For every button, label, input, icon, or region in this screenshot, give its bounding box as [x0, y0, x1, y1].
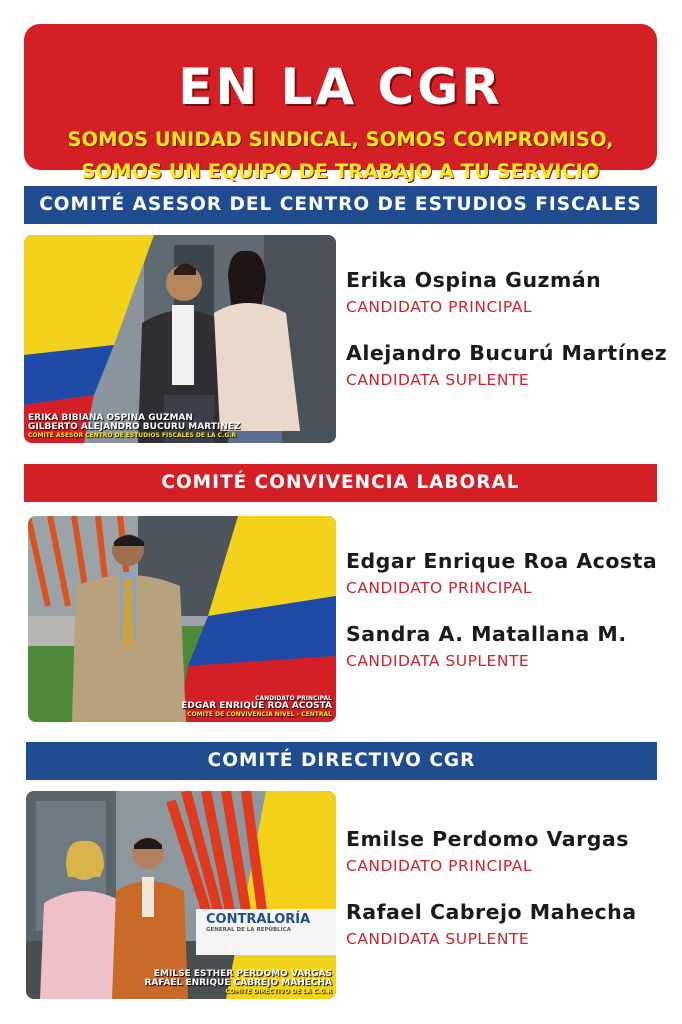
candidate-name: Rafael Cabrejo Mahecha [346, 900, 637, 924]
candidate-name: Sandra A. Matallana M. [346, 622, 627, 646]
contraloria-sign [206, 913, 310, 934]
candidate-suplente [346, 343, 667, 388]
candidate-principal [346, 829, 629, 874]
header-banner [24, 24, 657, 183]
candidate-name: Edgar Enrique Roa Acosta [346, 549, 658, 573]
caption-line-1: EMILSE ESTHER PERDOMO VARGAS [153, 968, 332, 979]
candidate-name: Emilse Perdomo Vargas [346, 827, 629, 851]
section-title-estudios-fiscales: COMITÉ ASESOR DEL CENTRO DE ESTUDIOS FISCALES [24, 186, 657, 224]
caption-sub: COMITÉ ASESOR CENTRO DE ESTUDIOS FISCALES DE LA C.G.R [28, 431, 237, 439]
candidates-photo-directivo-cgr [26, 791, 336, 999]
caption-sub: COMITE DIRECTIVO DE LA C.G.R [225, 987, 332, 995]
candidate-name: Alejandro Bucurú Martínez [346, 341, 668, 365]
candidate-role: CANDIDATA SUPLENTE [346, 370, 530, 389]
caption-line-2: GILBERTO ALEJANDRO BUCURU MARTINEZ [28, 422, 241, 433]
page-title: EN LA CGR [178, 58, 503, 116]
subtitle-line-1: SOMOS UNIDAD SINDICAL, SOMOS COMPROMISO, [67, 128, 614, 151]
candidates-photo-convivencia-laboral [28, 516, 336, 722]
caption-sub: COMITE DE CONVIVENCIA NIVEL - CENTRAL [187, 710, 332, 718]
photo-caption [28, 414, 332, 439]
section-title-directivo-cgr: COMITÉ DIRECTIVO CGR [26, 742, 657, 780]
candidate-role: CANDIDATA SUPLENTE [346, 651, 530, 670]
candidate-suplente [346, 624, 627, 669]
caption-top: CANDIDATO PRINCIPAL [255, 694, 332, 702]
sign-subtext: GENERAL DE LA REPÚBLICA [206, 927, 291, 933]
candidate-role: CANDIDATA SUPLENTE [346, 929, 530, 948]
candidate-principal [346, 551, 657, 596]
caption-line-1: ERIKA BIBIANA OSPINA GUZMAN [28, 412, 193, 423]
candidate-suplente [346, 902, 637, 947]
subtitle-line-2: SOMOS UN EQUIPO DE TRABAJO A TU SERVICIO [81, 160, 600, 183]
candidate-name: Erika Ospina Guzmán [346, 268, 602, 292]
candidate-role: CANDIDATO PRINCIPAL [346, 856, 532, 875]
caption-line-2: RAFAEL ENRIQUE CABREJO MAHECHA [144, 978, 332, 989]
section-title-convivencia-laboral: COMITÉ CONVIVENCIA LABORAL [24, 464, 657, 502]
candidate-role: CANDIDATO PRINCIPAL [346, 297, 532, 316]
sign-text: CONTRALORÍA [206, 912, 311, 927]
caption-line-1: EDGAR ENRIQUE ROA ACOSTA [181, 701, 332, 712]
candidate-principal [346, 270, 601, 315]
photo-caption [32, 696, 332, 718]
photo-caption [30, 970, 332, 995]
candidates-photo-estudios-fiscales [24, 235, 336, 443]
candidate-role: CANDIDATO PRINCIPAL [346, 578, 532, 597]
